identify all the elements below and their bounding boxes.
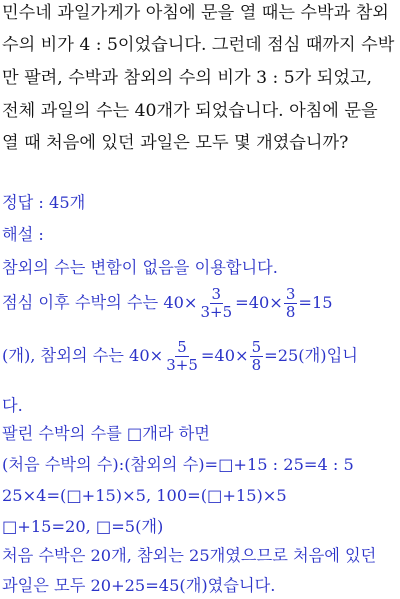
watermelon-count-line	[2, 286, 333, 321]
fraction	[250, 339, 264, 374]
fraction	[164, 339, 200, 374]
explanation-line: 과일은 모두 20+25=45(개)였습니다.	[2, 576, 276, 595]
explanation-line: 처음 수박은 20개, 참외는 25개였으므로 처음에 있던	[2, 546, 377, 565]
fraction	[198, 286, 234, 321]
line-text: =40×	[200, 346, 249, 365]
numerator: 5	[251, 338, 262, 356]
numerator: 5	[177, 338, 187, 356]
line-text: =25(개)입니	[264, 346, 358, 365]
question-line: 수의 비가 4 : 5이었습니다. 그런데 점심 때까지 수박	[2, 35, 395, 55]
numerator: 3	[285, 285, 296, 303]
line-text: 점심 이후 수박의 수는 40×	[2, 293, 198, 312]
line-text: =40×	[235, 293, 283, 312]
answer-line: 정답 : 45개	[2, 193, 86, 212]
explanation-line: □+15=20, □=5(개)	[2, 517, 164, 536]
question-line: 민수네 과일가게가 아침에 문을 열 때는 수박과 참외	[2, 3, 389, 23]
question-line: 만 팔려, 수박과 참외의 수의 비가 3 : 5가 되었고,	[2, 68, 373, 88]
explanation-line: 참외의 수는 변함이 없음을 이용합니다.	[2, 258, 278, 277]
explanation-heading: 해설 :	[2, 225, 44, 244]
question-line: 열 때 처음에 있던 과일은 모두 몇 개였습니까?	[2, 133, 349, 153]
denominator: 8	[285, 303, 296, 321]
numerator: 3	[211, 285, 222, 303]
denominator: 8	[251, 356, 262, 374]
fraction	[284, 286, 298, 321]
explanation-line: 25×4=(□+15)×5, 100=(□+15)×5	[2, 486, 287, 505]
melon-count-line	[2, 339, 358, 374]
explanation-line: 팔린 수박의 수를 □개라 하면	[2, 424, 210, 443]
line-text: (개), 참외의 수는 40×	[2, 346, 164, 365]
explanation-line: (처음 수박의 수):(참외의 수)=□+15 : 25=4 : 5	[2, 455, 354, 474]
denominator: 3+5	[200, 303, 233, 321]
question-line: 전체 과일의 수는 40개가 되었습니다. 아침에 문을	[2, 101, 378, 121]
line-text: =15	[298, 293, 333, 312]
explanation-line: 다.	[2, 396, 23, 415]
denominator: 3+5	[166, 356, 198, 374]
